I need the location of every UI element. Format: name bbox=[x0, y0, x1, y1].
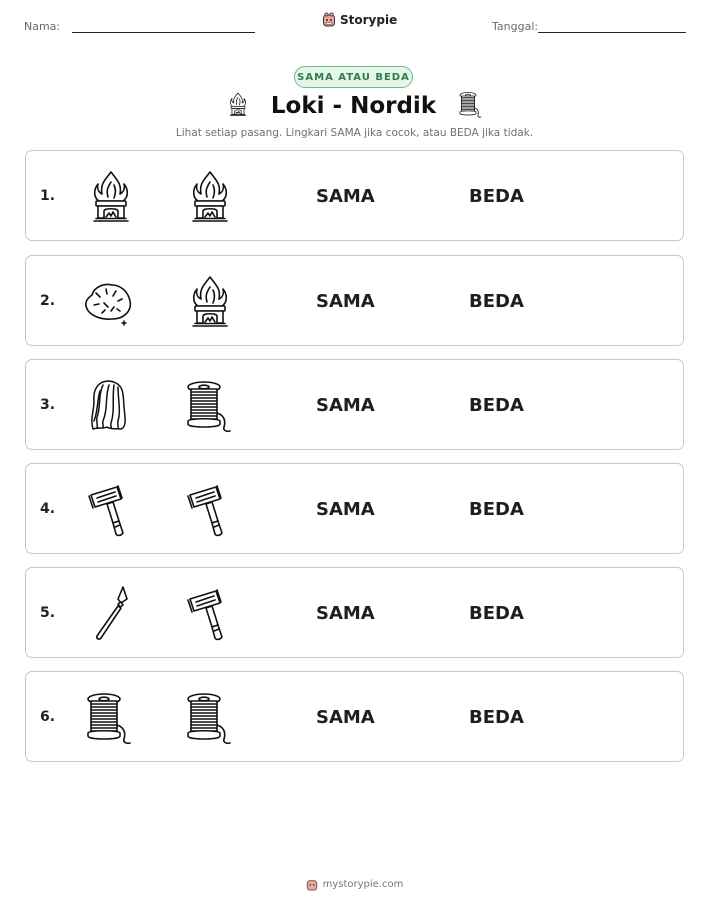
question-number: 3. bbox=[40, 397, 56, 413]
question-row-5 bbox=[25, 567, 684, 658]
fire-pit-icon bbox=[182, 273, 238, 329]
fire-pit-icon bbox=[83, 168, 139, 224]
hammer-icon bbox=[182, 481, 238, 537]
fire-pit-icon bbox=[225, 89, 251, 123]
spool-icon bbox=[80, 689, 136, 745]
option-same[interactable]: SAMA bbox=[316, 603, 375, 624]
spear-icon bbox=[83, 585, 139, 641]
option-different[interactable]: BEDA bbox=[469, 186, 524, 207]
date-field[interactable] bbox=[538, 32, 686, 33]
spool-icon bbox=[180, 377, 236, 433]
option-same[interactable]: SAMA bbox=[316, 291, 375, 312]
option-same[interactable]: SAMA bbox=[316, 707, 375, 728]
question-number: 1. bbox=[40, 188, 56, 204]
question-row-4 bbox=[25, 463, 684, 554]
spool-icon bbox=[456, 89, 484, 123]
brand-logo bbox=[322, 12, 397, 27]
footer-url[interactable]: mystorypie.com bbox=[322, 879, 404, 890]
question-row-3 bbox=[25, 359, 684, 450]
storypie-mascot-icon bbox=[306, 878, 318, 891]
option-different[interactable]: BEDA bbox=[469, 291, 524, 312]
hammer-icon bbox=[182, 585, 238, 641]
fire-pit-icon bbox=[182, 168, 238, 224]
question-number: 4. bbox=[40, 501, 56, 517]
option-same[interactable]: SAMA bbox=[316, 186, 375, 207]
option-same[interactable]: SAMA bbox=[316, 499, 375, 520]
option-same[interactable]: SAMA bbox=[316, 395, 375, 416]
name-field[interactable] bbox=[72, 32, 255, 33]
instructions: Lihat setiap pasang. Lingkari SAMA jika cocok, atau BEDA jika tidak. bbox=[175, 127, 534, 139]
hammer-icon bbox=[83, 481, 139, 537]
option-different[interactable]: BEDA bbox=[469, 499, 524, 520]
option-different[interactable]: BEDA bbox=[469, 395, 524, 416]
spool-icon bbox=[180, 689, 236, 745]
rock-icon bbox=[80, 273, 136, 329]
worksheet-type-badge: SAMA ATAU BEDA bbox=[294, 66, 413, 88]
question-number: 5. bbox=[40, 605, 56, 621]
question-number: 6. bbox=[40, 709, 56, 725]
option-different[interactable]: BEDA bbox=[469, 603, 524, 624]
question-number: 2. bbox=[40, 293, 56, 309]
storypie-mascot-icon bbox=[322, 12, 336, 27]
brand-name: Storypie bbox=[340, 12, 398, 27]
title-row bbox=[0, 89, 709, 123]
question-row-6 bbox=[25, 671, 684, 762]
question-row-2 bbox=[25, 255, 684, 346]
option-different[interactable]: BEDA bbox=[469, 707, 524, 728]
footer bbox=[0, 878, 709, 891]
page-title: Loki - Nordik bbox=[270, 93, 437, 119]
name-label: Nama: bbox=[24, 20, 61, 33]
date-label: Tanggal: bbox=[492, 20, 539, 33]
question-row-1 bbox=[25, 150, 684, 241]
hair-icon bbox=[81, 377, 137, 433]
